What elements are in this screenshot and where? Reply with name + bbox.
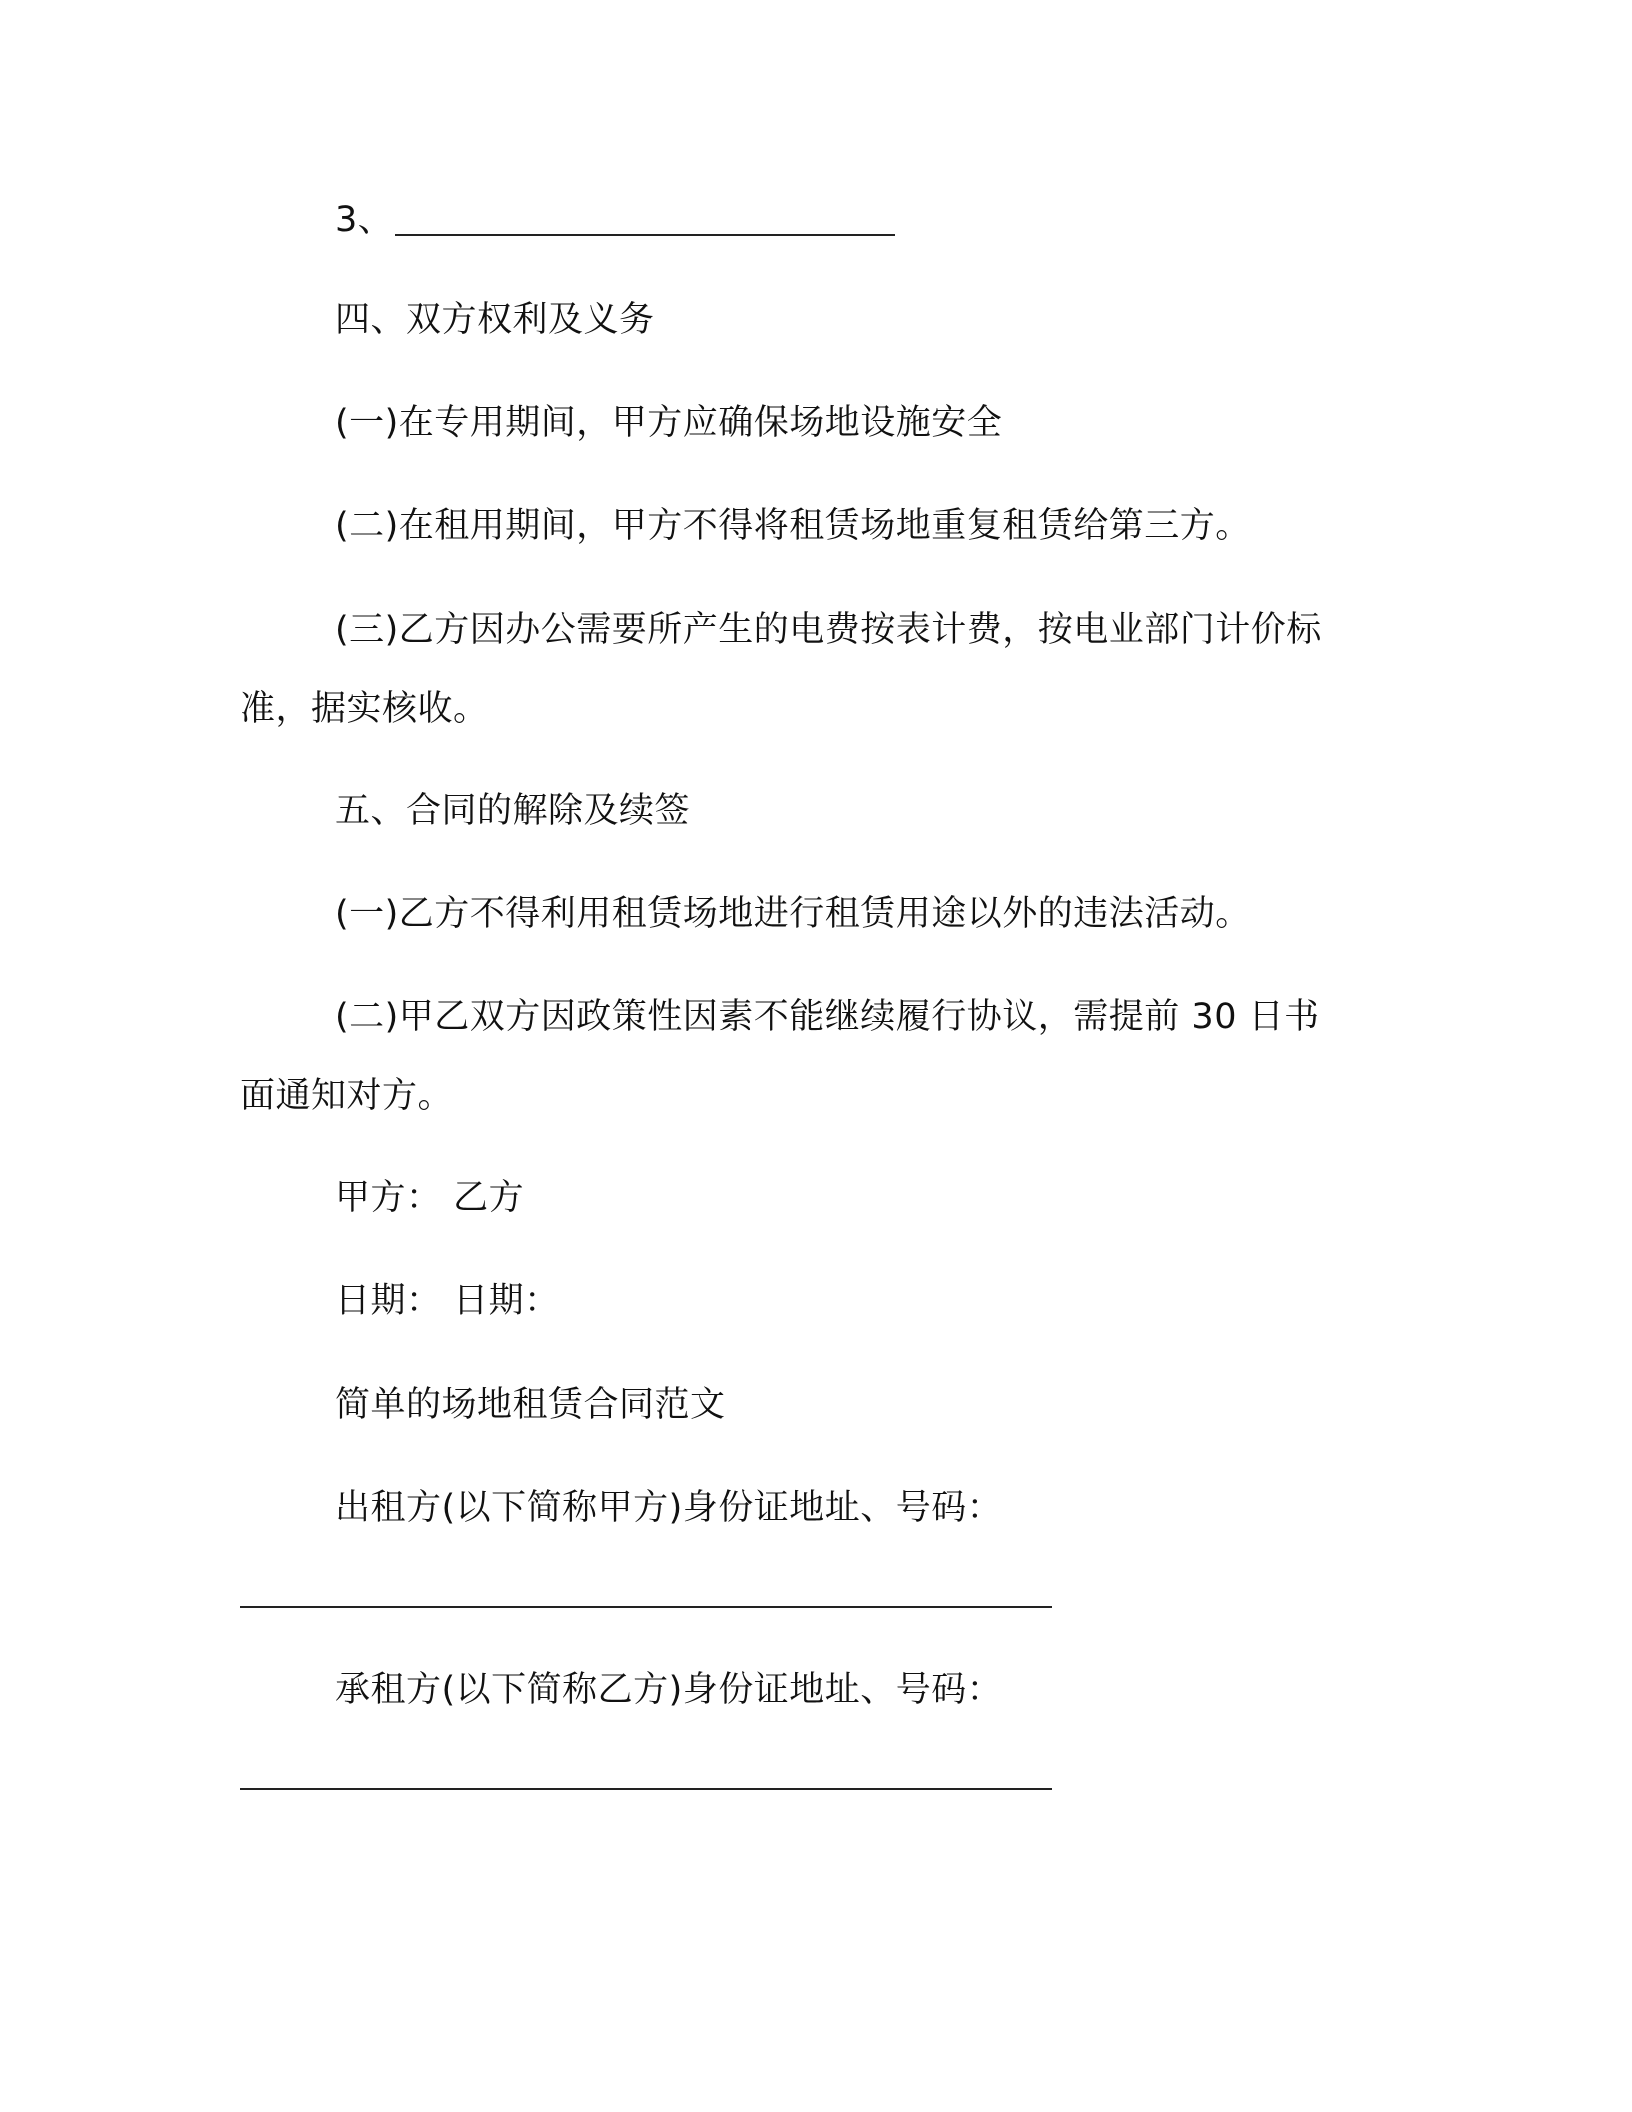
section-5-heading: 五、合同的解除及续签 bbox=[335, 791, 691, 831]
section-5-clause-1: (一)乙方不得利用租赁场地进行租赁用途以外的违法活动。 bbox=[335, 894, 1251, 934]
lessee-id-blank-line bbox=[240, 1788, 1052, 1790]
item-3-blank-line bbox=[395, 234, 895, 236]
section-4-clause-3-line-1: (三)乙方因办公需要所产生的电费按表计费，按电业部门计价标 bbox=[335, 610, 1322, 650]
lessee-id-label: 承租方(以下简称乙方)身份证地址、号码： bbox=[335, 1670, 1003, 1710]
section-5-clause-2-line-1: (二)甲乙双方因政策性因素不能继续履行协议，需提前 30 日书 bbox=[335, 997, 1320, 1037]
section-4-clause-2: (二)在租用期间，甲方不得将租赁场地重复租赁给第三方。 bbox=[335, 506, 1251, 546]
section-4-heading: 四、双方权利及义务 bbox=[335, 300, 655, 340]
section-4-clause-1: (一)在专用期间，甲方应确保场地设施安全 bbox=[335, 403, 1003, 443]
second-contract-title: 简单的场地租赁合同范文 bbox=[335, 1385, 726, 1425]
lessor-id-label: 出租方(以下简称甲方)身份证地址、号码： bbox=[335, 1488, 1003, 1528]
lessor-id-blank-line bbox=[240, 1606, 1052, 1608]
item-3-number: 3、 bbox=[335, 200, 394, 240]
section-5-clause-2-line-2: 面通知对方。 bbox=[240, 1076, 454, 1116]
signature-dates: 日期： 日期： bbox=[335, 1281, 560, 1321]
signature-parties: 甲方： 乙方 bbox=[335, 1178, 525, 1218]
section-4-clause-3-line-2: 准，据实核收。 bbox=[240, 689, 489, 729]
